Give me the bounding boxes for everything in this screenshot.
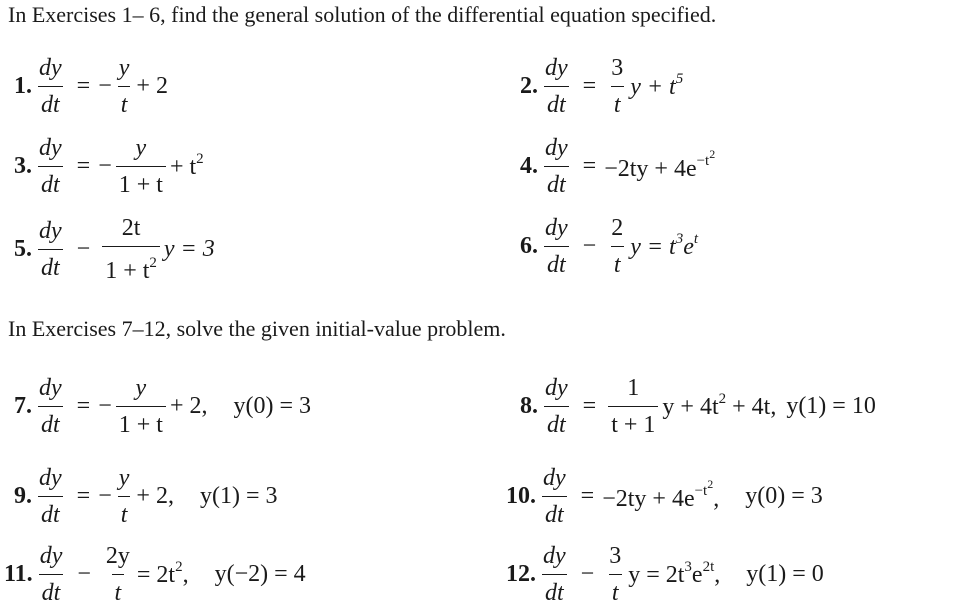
rest-a: y = 2t	[628, 561, 685, 588]
derivative-fraction	[36, 372, 65, 441]
denominator: dt	[544, 166, 569, 201]
denominator: dt	[544, 246, 569, 281]
numerator: dy	[39, 135, 62, 161]
derivative-fraction	[36, 52, 65, 121]
minus-sign: −	[98, 393, 112, 419]
equals-sign: =	[76, 73, 91, 99]
rest-tail: ,	[713, 486, 720, 512]
numerator: y	[118, 55, 130, 81]
derivative-fraction	[36, 462, 65, 531]
exponent: 2	[149, 255, 157, 271]
numerator: dy	[545, 135, 568, 161]
exercise-1	[14, 52, 168, 121]
rest-base: −2ty + 4e	[602, 486, 695, 512]
term-fraction	[116, 372, 166, 441]
initial-condition: y(0) = 3	[233, 393, 312, 419]
exercise-number: 11.	[4, 561, 33, 587]
exponent-2: 2	[709, 147, 716, 161]
minus-sign: −	[98, 73, 112, 99]
numerator: 3	[611, 55, 624, 81]
equation-rest: + 2,	[169, 393, 208, 419]
term-fraction	[103, 540, 133, 609]
denominator: t	[609, 574, 622, 609]
denominator-base: 1 + t	[105, 258, 150, 284]
exercise-number: 2.	[520, 73, 538, 99]
numerator: dy	[545, 55, 568, 81]
denominator: dt	[38, 496, 63, 531]
numerator: y	[118, 465, 130, 491]
exercise-2	[520, 52, 683, 121]
rest-b: e	[683, 233, 694, 260]
equation-rest: + 2,	[136, 483, 174, 509]
numerator: dy	[39, 55, 62, 81]
numerator: 2t	[121, 215, 141, 241]
denominator: dt	[542, 574, 567, 609]
exercise-11	[4, 540, 306, 609]
equals-sign: =	[582, 73, 597, 99]
denominator: t	[112, 574, 125, 609]
minus-sign: −	[582, 233, 597, 259]
exercise-number: 4.	[520, 153, 538, 179]
minus-sign: −	[98, 153, 112, 179]
exercise-5	[14, 212, 215, 287]
term-fraction	[116, 52, 133, 121]
equation-rest: + 2	[136, 73, 168, 99]
equation-rest	[630, 230, 699, 261]
exercise-3	[14, 132, 204, 201]
exponent: 5	[675, 70, 684, 87]
exercise-12	[506, 540, 824, 609]
numerator: dy	[543, 543, 566, 569]
numerator: dy	[39, 375, 62, 401]
numerator: dy	[545, 375, 568, 401]
exponent: −t	[696, 153, 710, 169]
term-fraction	[608, 212, 626, 281]
denominator: dt	[38, 86, 63, 121]
derivative-fraction	[542, 132, 571, 201]
denominator: dt	[38, 249, 63, 284]
minus-sign: −	[76, 236, 91, 262]
denominator: dt	[39, 574, 64, 609]
initial-condition: y(1) = 10	[786, 393, 876, 419]
numerator: 2	[611, 215, 624, 241]
term-fraction	[102, 212, 160, 287]
equation-rest	[604, 147, 716, 183]
numerator: y	[135, 375, 147, 401]
exercise-number: 12.	[506, 561, 536, 587]
numerator: dy	[39, 543, 63, 569]
rest-b: e	[691, 561, 703, 588]
denominator: 1 + t	[116, 166, 166, 201]
minus-sign: −	[580, 561, 595, 587]
term-fraction	[116, 132, 166, 201]
exponent: 2	[175, 558, 183, 575]
exponent-2: 2	[707, 477, 714, 491]
exercise-9	[14, 462, 277, 531]
equals-sign: =	[580, 483, 595, 509]
equation-rest	[136, 558, 189, 589]
exercise-number: 5.	[14, 236, 32, 262]
equals-sign: =	[76, 483, 91, 509]
numerator: dy	[39, 218, 62, 244]
exercise-number: 6.	[520, 233, 538, 259]
rest-a: y = t	[630, 233, 676, 260]
exercise-7	[14, 372, 311, 441]
rest-b: ,	[182, 561, 189, 588]
exercise-number: 8.	[520, 393, 538, 419]
exponent: 2	[718, 390, 727, 407]
denominator: t	[611, 86, 624, 121]
denominator	[102, 246, 160, 287]
numerator: dy	[39, 465, 62, 491]
derivative-fraction	[36, 132, 65, 201]
exponent: 3	[684, 558, 692, 575]
denominator: t + 1	[608, 406, 658, 441]
term-fraction	[608, 52, 626, 121]
derivative-fraction	[542, 372, 571, 441]
term-fraction	[606, 540, 624, 609]
numerator: 1	[627, 375, 640, 401]
term-fraction	[608, 372, 658, 441]
equation-rest	[630, 70, 684, 101]
rest-base: y + t	[630, 73, 676, 100]
rest-base: −2ty + 4e	[604, 156, 697, 182]
equals-sign: =	[582, 153, 597, 179]
initial-condition: y(−2) = 4	[214, 561, 306, 587]
intro-general-solution: In Exercises 1– 6, find the general solution of the differential equation specified.	[8, 2, 717, 27]
exercise-number: 1.	[14, 73, 32, 99]
derivative-fraction	[36, 215, 65, 284]
equation-rest	[602, 477, 720, 513]
numerator: dy	[545, 215, 568, 241]
exercise-10	[506, 462, 823, 531]
equation-rest: y = 3	[163, 236, 215, 262]
exponent-2: 2t	[702, 558, 715, 575]
minus-sign: −	[98, 483, 112, 509]
exercise-number: 7.	[14, 393, 32, 419]
exercise-number: 9.	[14, 483, 32, 509]
denominator: dt	[38, 406, 63, 441]
equals-sign: =	[582, 393, 597, 419]
initial-condition: y(0) = 3	[745, 483, 823, 509]
derivative-fraction	[37, 540, 66, 609]
exponent: 3	[675, 230, 684, 247]
denominator: dt	[38, 166, 63, 201]
exponent-2: t	[693, 230, 699, 247]
exponent: 2	[196, 150, 204, 167]
denominator: 1 + t	[116, 406, 166, 441]
initial-condition: y(1) = 0	[746, 561, 824, 587]
derivative-fraction	[540, 462, 569, 531]
minus-sign: −	[77, 561, 91, 587]
derivative-fraction	[542, 212, 571, 281]
initial-condition: y(1) = 3	[199, 483, 278, 509]
numerator: 2y	[105, 543, 130, 569]
exercise-4	[520, 132, 715, 201]
exercise-number: 10.	[506, 483, 536, 509]
derivative-fraction	[540, 540, 569, 609]
denominator: t	[118, 496, 131, 531]
exercise-number: 3.	[14, 153, 32, 179]
exercise-8	[520, 372, 876, 441]
derivative-fraction	[542, 52, 571, 121]
equation-rest	[662, 390, 777, 421]
exponent: −t	[694, 483, 708, 499]
denominator: t	[611, 246, 624, 281]
equals-sign: =	[76, 393, 91, 419]
rest-a: y + 4t	[662, 393, 719, 420]
denominator: dt	[544, 86, 569, 121]
exercise-6	[520, 212, 698, 281]
intro-initial-value: In Exercises 7–12, solve the given initial-value problem.	[8, 316, 506, 341]
equals-sign: =	[76, 153, 91, 179]
denominator: dt	[544, 406, 569, 441]
rest-c: ,	[714, 561, 721, 588]
rest-a: = 2t	[136, 561, 176, 588]
numerator: 3	[609, 543, 622, 569]
term-fraction	[116, 462, 133, 531]
numerator: y	[135, 135, 147, 161]
rest-base: + t	[169, 153, 197, 180]
rest-b: + 4t,	[732, 393, 777, 420]
denominator: t	[118, 86, 131, 121]
equation-rest	[628, 558, 721, 589]
numerator: dy	[543, 465, 566, 491]
denominator: dt	[542, 496, 567, 531]
equation-rest	[169, 150, 204, 181]
